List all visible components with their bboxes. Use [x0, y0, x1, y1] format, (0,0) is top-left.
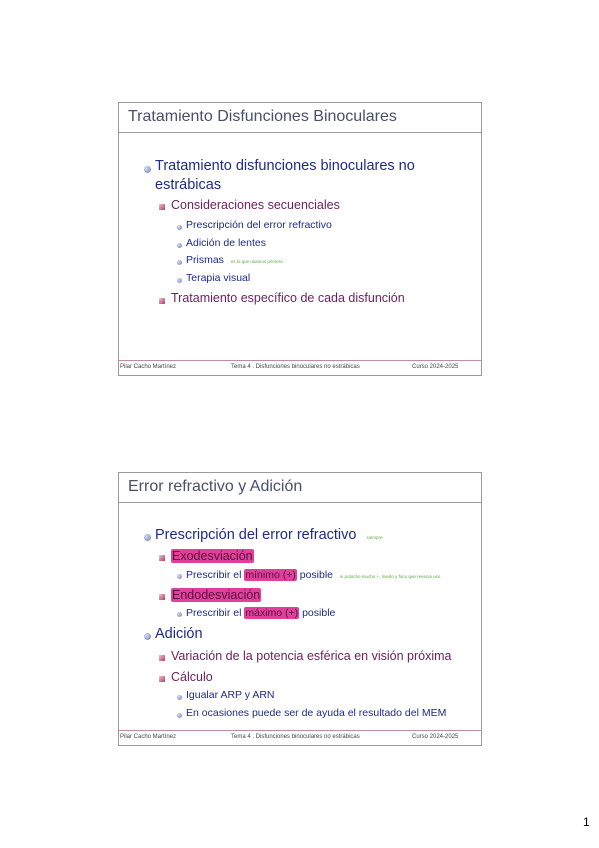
handwritten-note: es lo que usamos primero — [230, 259, 283, 264]
text-part: Prescribir el — [186, 569, 245, 581]
slide-2 — [118, 472, 482, 746]
footer-divider — [119, 360, 481, 361]
bullet-text — [186, 607, 335, 619]
footer-course: Curso 2024-2025 — [412, 734, 459, 740]
slide-1 — [118, 102, 482, 376]
bullet-text — [155, 527, 383, 543]
bullet-level2-icon — [159, 555, 165, 561]
highlighted-text: máximo (+) — [245, 607, 299, 619]
bullet-text: Adición de lentes — [186, 237, 266, 249]
bullet-level3-icon — [177, 695, 182, 700]
bullet-text: Igualar ARP y ARN — [186, 689, 275, 701]
bullet-text — [186, 569, 440, 581]
bullet-text — [171, 549, 254, 563]
bullet-text: Tratamiento disfunciones binoculares no — [155, 158, 415, 174]
bullet-level1-icon — [144, 534, 151, 541]
bullet-level1-icon — [144, 166, 151, 173]
page-number: 1 — [583, 815, 590, 829]
text-part: posible — [299, 607, 336, 619]
bullet-level3-icon — [177, 260, 182, 265]
bullet-level3-icon — [177, 225, 182, 230]
slide-title-bar — [119, 103, 481, 133]
bullet-text-cont: estrábicas — [155, 177, 222, 193]
footer-author: Pilar Cacho Martínez — [120, 734, 177, 740]
bullet-level1-icon — [144, 633, 151, 640]
bullet-level3-icon — [177, 574, 182, 579]
bullet-text: Prescripción del error refractivo — [186, 219, 332, 231]
bullet-text: Variación de la potencia esférica en visión próxima — [171, 649, 452, 663]
bullet-level2-icon — [159, 594, 165, 600]
bullet-level2-icon — [159, 298, 165, 304]
footer-topic: Tema 4 . Disfunciones binoculares no estrábicas — [231, 364, 360, 370]
bullet-text: Terapia visual — [186, 272, 251, 284]
bullet-text: Consideraciones secuenciales — [171, 198, 340, 212]
bullet-text-main: Prescripción del error refractivo — [155, 527, 357, 543]
footer-topic: Tema 4 . Disfunciones binoculares no estrábicas — [231, 734, 360, 740]
footer-divider — [119, 730, 481, 731]
handwritten-note: siempre — [366, 535, 383, 540]
slide-title: Error refractivo y Adición — [128, 478, 303, 495]
bullet-level3-icon — [177, 713, 182, 718]
handwritten-note: si potocho mucho +, miedo y foco que reencia uso — [339, 574, 441, 579]
slide-title-bar — [119, 473, 481, 503]
bullet-text: Tratamiento específico de cada disfunción — [171, 291, 405, 305]
bullet-level3-icon — [177, 612, 182, 617]
bullet-text-main: Prismas — [186, 254, 224, 266]
bullet-level3-icon — [177, 278, 182, 283]
text-part: Prescribir el — [186, 607, 245, 619]
bullet-text: Cálculo — [171, 670, 213, 684]
bullet-text: Adición — [155, 626, 203, 642]
bullet-level2-icon — [159, 655, 165, 661]
bullet-level3-icon — [177, 243, 182, 248]
bullet-level2-icon — [159, 204, 165, 210]
bullet-text — [186, 254, 283, 266]
highlighted-text: Exodesviación — [172, 549, 253, 563]
highlighted-text: Endodesviación — [172, 588, 261, 602]
slide-title: Tratamiento Disfunciones Binoculares — [128, 108, 397, 125]
footer-course: Curso 2024-2025 — [412, 364, 459, 370]
bullet-text — [171, 588, 261, 602]
bullet-level2-icon — [159, 676, 165, 682]
bullet-text: En ocasiones puede ser de ayuda el resultado del MEM — [186, 707, 447, 719]
highlighted-text: mínimo (+) — [245, 569, 296, 581]
footer-author: Pilar Cacho Martínez — [120, 364, 177, 370]
text-part: posible — [296, 569, 334, 581]
